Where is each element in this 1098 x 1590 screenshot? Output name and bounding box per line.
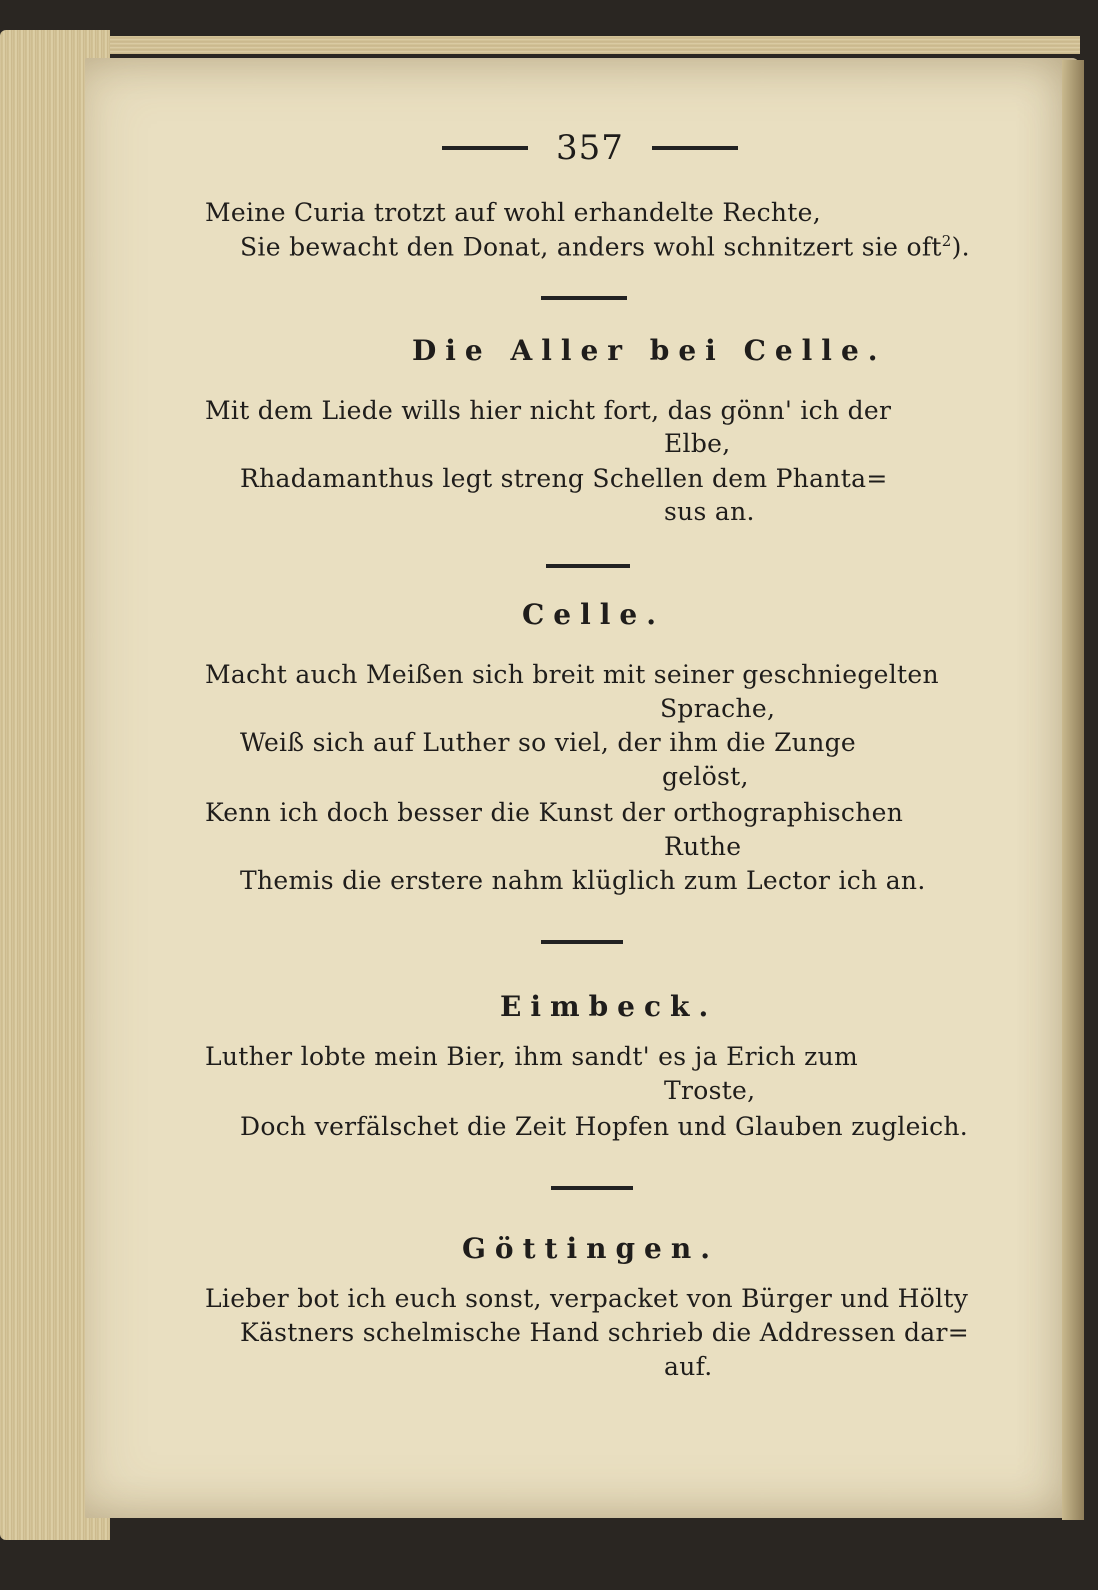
text-line-end: ). — [951, 232, 970, 262]
text-line: Doch verfälschet die Zeit Hopfen und Glauben zugleich. — [240, 1112, 969, 1141]
section-rule — [541, 940, 623, 944]
page-gutter — [1062, 60, 1084, 1520]
section-rule — [551, 1186, 633, 1190]
text-line: Luther lobte mein Bier, ihm sandt' es ja Erich zum — [205, 1042, 859, 1071]
text-line: Elbe, — [664, 429, 731, 458]
text-line: Kenn ich doch besser die Kunst der orthographischen — [205, 798, 904, 827]
section-heading: Eimbeck. — [500, 990, 718, 1023]
page-stack-top — [0, 36, 1080, 54]
text-line: Lieber bot ich euch sonst, verpacket von Bürger und Hölty — [205, 1284, 969, 1313]
section-heading: Die Aller bei Celle. — [412, 334, 887, 367]
page-number: 357 — [556, 128, 624, 168]
text-line: Kästners schelmische Hand schrieb die Addressen dar= — [240, 1318, 970, 1347]
text-line: Meine Curia trotzt auf wohl erhandelte Rechte, — [205, 198, 821, 227]
text-line-main: Sie bewacht den Donat, anders wohl schnitzert sie oft — [240, 232, 942, 262]
text-line: Weiß sich auf Luther so viel, der ihm die Zunge — [240, 728, 857, 757]
footnote-ref: 2 — [941, 232, 952, 250]
section-rule — [546, 564, 630, 568]
header-dash-right — [652, 146, 738, 150]
page-header — [420, 128, 760, 168]
section-rule — [541, 296, 627, 300]
text-line: Ruthe — [664, 832, 742, 861]
text-line: Troste, — [664, 1076, 756, 1105]
text-line: gelöst, — [662, 762, 749, 791]
text-line: Sprache, — [660, 694, 776, 723]
text-line: Themis die erstere nahm klüglich zum Lector ich an. — [240, 866, 926, 895]
header-dash-left — [442, 146, 528, 150]
text-line: Macht auch Meißen sich breit mit seiner geschniegelten — [205, 660, 939, 689]
text-line: sus an. — [664, 497, 755, 526]
text-line: auf. — [664, 1352, 713, 1381]
text-line: Rhadamanthus legt streng Schellen dem Phanta= — [240, 464, 888, 493]
text-line: Mit dem Liede wills hier nicht fort, das gönn' ich der — [205, 396, 892, 425]
text-line — [240, 232, 970, 261]
section-heading: Göttingen. — [462, 1232, 719, 1265]
section-heading: Celle. — [522, 598, 665, 631]
